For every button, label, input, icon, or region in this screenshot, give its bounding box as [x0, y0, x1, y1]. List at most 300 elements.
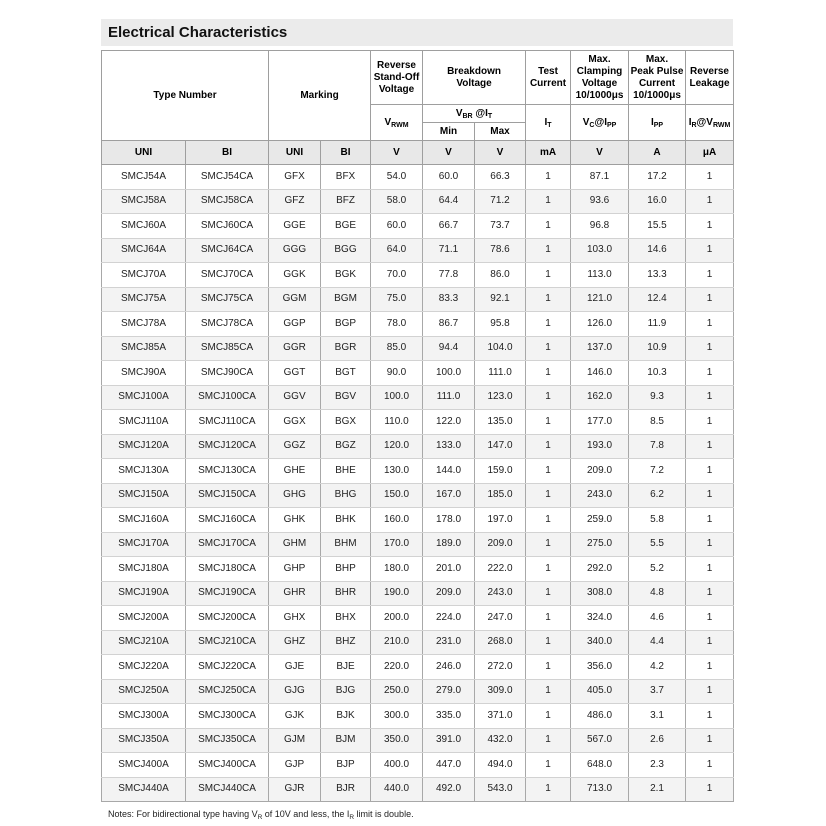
- header-max-clamping-voltage: Max. Clamping Voltage 10/1000μs: [571, 51, 629, 105]
- cell-vrwm: 64.0: [371, 238, 423, 263]
- cell-ir: 1: [686, 459, 734, 484]
- cell-vc: 340.0: [571, 630, 629, 655]
- cell-ipp: 7.2: [629, 459, 686, 484]
- cell-bi: SMCJ130CA: [186, 459, 269, 484]
- cell-it: 1: [526, 410, 571, 435]
- cell-marking-uni: GGT: [269, 361, 321, 386]
- cell-vbr-max: 272.0: [475, 655, 526, 680]
- cell-vbr-max: 111.0: [475, 361, 526, 386]
- cell-marking-uni: GGE: [269, 214, 321, 239]
- subheader-marking-uni: UNI: [269, 141, 321, 165]
- subheader-type-uni: UNI: [102, 141, 186, 165]
- header-max-peak-pulse-current: Max. Peak Pulse Current 10/1000μs: [629, 51, 686, 105]
- cell-vrwm: 130.0: [371, 459, 423, 484]
- header-max: Max: [475, 123, 526, 141]
- cell-marking-uni: GGK: [269, 263, 321, 288]
- cell-vrwm: 350.0: [371, 728, 423, 753]
- cell-it: 1: [526, 728, 571, 753]
- cell-vrwm: 180.0: [371, 557, 423, 582]
- cell-marking-bi: BJE: [321, 655, 371, 680]
- table-row: [102, 753, 734, 778]
- header-test-current: Test Current: [526, 51, 571, 105]
- cell-marking-uni: GFZ: [269, 189, 321, 214]
- cell-uni: SMCJ210A: [102, 630, 186, 655]
- cell-bi: SMCJ75CA: [186, 287, 269, 312]
- cell-vbr-max: 135.0: [475, 410, 526, 435]
- cell-ipp: 5.2: [629, 557, 686, 582]
- table-row: [102, 459, 734, 484]
- cell-marking-bi: BGP: [321, 312, 371, 337]
- cell-it: 1: [526, 557, 571, 582]
- cell-vc: 486.0: [571, 704, 629, 729]
- cell-ipp: 4.6: [629, 606, 686, 631]
- header-symbol-ipp: [629, 105, 686, 141]
- header-min: Min: [423, 123, 475, 141]
- cell-ir: 1: [686, 532, 734, 557]
- cell-bi: SMCJ54CA: [186, 165, 269, 190]
- cell-ir: 1: [686, 410, 734, 435]
- header-reverse-standoff-voltage: Reverse Stand-Off Voltage: [371, 51, 423, 105]
- cell-it: 1: [526, 532, 571, 557]
- cell-bi: SMCJ90CA: [186, 361, 269, 386]
- cell-it: 1: [526, 165, 571, 190]
- cell-it: 1: [526, 263, 571, 288]
- cell-marking-uni: GHP: [269, 557, 321, 582]
- cell-uni: SMCJ300A: [102, 704, 186, 729]
- cell-vrwm: 190.0: [371, 581, 423, 606]
- cell-uni: SMCJ180A: [102, 557, 186, 582]
- cell-vc: 146.0: [571, 361, 629, 386]
- cell-it: 1: [526, 777, 571, 802]
- table-row: [102, 728, 734, 753]
- cell-vc: 126.0: [571, 312, 629, 337]
- cell-uni: SMCJ110A: [102, 410, 186, 435]
- cell-vrwm: 60.0: [371, 214, 423, 239]
- footnote-text: limit is double.: [354, 809, 414, 819]
- cell-ipp: 7.8: [629, 434, 686, 459]
- cell-ipp: 5.8: [629, 508, 686, 533]
- header-type-number: Type Number: [102, 51, 269, 141]
- table-row: [102, 777, 734, 802]
- cell-vrwm: 54.0: [371, 165, 423, 190]
- cell-vbr-min: 189.0: [423, 532, 475, 557]
- cell-ipp: 4.2: [629, 655, 686, 680]
- cell-marking-bi: BHZ: [321, 630, 371, 655]
- cell-vbr-min: 83.3: [423, 287, 475, 312]
- symbol-subscript: T: [547, 121, 552, 129]
- cell-it: 1: [526, 679, 571, 704]
- cell-vbr-min: 224.0: [423, 606, 475, 631]
- cell-vrwm: 300.0: [371, 704, 423, 729]
- cell-marking-uni: GJG: [269, 679, 321, 704]
- cell-vrwm: 78.0: [371, 312, 423, 337]
- cell-vc: 308.0: [571, 581, 629, 606]
- cell-it: 1: [526, 459, 571, 484]
- cell-vrwm: 58.0: [371, 189, 423, 214]
- cell-marking-uni: GHZ: [269, 630, 321, 655]
- cell-vbr-min: 178.0: [423, 508, 475, 533]
- cell-ir: 1: [686, 704, 734, 729]
- cell-vc: 87.1: [571, 165, 629, 190]
- cell-ipp: 10.9: [629, 336, 686, 361]
- table-row: [102, 679, 734, 704]
- cell-uni: SMCJ64A: [102, 238, 186, 263]
- unit-vbr-min: V: [423, 141, 475, 165]
- cell-ipp: 15.5: [629, 214, 686, 239]
- cell-vbr-max: 494.0: [475, 753, 526, 778]
- cell-uni: SMCJ75A: [102, 287, 186, 312]
- cell-ipp: 5.5: [629, 532, 686, 557]
- footnote-text: of 10V and less, the I: [262, 809, 350, 819]
- cell-bi: SMCJ85CA: [186, 336, 269, 361]
- cell-vrwm: 100.0: [371, 385, 423, 410]
- cell-ir: 1: [686, 557, 734, 582]
- cell-vbr-min: 209.0: [423, 581, 475, 606]
- cell-marking-bi: BGX: [321, 410, 371, 435]
- cell-vc: 405.0: [571, 679, 629, 704]
- cell-ipp: 6.2: [629, 483, 686, 508]
- cell-marking-uni: GHM: [269, 532, 321, 557]
- cell-vbr-max: 147.0: [475, 434, 526, 459]
- header-row-units: [102, 141, 734, 165]
- table-header: [102, 51, 734, 165]
- cell-it: 1: [526, 361, 571, 386]
- cell-it: 1: [526, 287, 571, 312]
- cell-marking-uni: GHG: [269, 483, 321, 508]
- footnote-text: Notes: For bidirectional type having V: [108, 809, 258, 819]
- table-row: [102, 312, 734, 337]
- cell-ipp: 10.3: [629, 361, 686, 386]
- cell-ir: 1: [686, 189, 734, 214]
- cell-uni: SMCJ200A: [102, 606, 186, 631]
- cell-marking-uni: GGX: [269, 410, 321, 435]
- cell-marking-uni: GHE: [269, 459, 321, 484]
- cell-vrwm: 85.0: [371, 336, 423, 361]
- cell-bi: SMCJ170CA: [186, 532, 269, 557]
- cell-ir: 1: [686, 630, 734, 655]
- cell-vc: 137.0: [571, 336, 629, 361]
- cell-marking-bi: BHX: [321, 606, 371, 631]
- cell-vbr-max: 371.0: [475, 704, 526, 729]
- cell-marking-bi: BHR: [321, 581, 371, 606]
- cell-vc: 324.0: [571, 606, 629, 631]
- header-reverse-leakage: Reverse Leakage: [686, 51, 734, 105]
- cell-vbr-max: 71.2: [475, 189, 526, 214]
- cell-vc: 209.0: [571, 459, 629, 484]
- header-marking: Marking: [269, 51, 371, 141]
- cell-marking-bi: BHP: [321, 557, 371, 582]
- symbol-subscript: T: [487, 112, 493, 120]
- cell-ir: 1: [686, 312, 734, 337]
- cell-vc: 259.0: [571, 508, 629, 533]
- cell-vbr-min: 66.7: [423, 214, 475, 239]
- cell-bi: SMCJ180CA: [186, 557, 269, 582]
- symbol-condition: @I: [472, 107, 488, 119]
- cell-bi: SMCJ220CA: [186, 655, 269, 680]
- unit-ir: μA: [686, 141, 734, 165]
- cell-marking-bi: BGT: [321, 361, 371, 386]
- cell-vc: 93.6: [571, 189, 629, 214]
- cell-uni: SMCJ58A: [102, 189, 186, 214]
- cell-uni: SMCJ400A: [102, 753, 186, 778]
- cell-it: 1: [526, 508, 571, 533]
- cell-bi: SMCJ250CA: [186, 679, 269, 704]
- cell-uni: SMCJ160A: [102, 508, 186, 533]
- cell-vbr-max: 73.7: [475, 214, 526, 239]
- cell-bi: SMCJ200CA: [186, 606, 269, 631]
- cell-vrwm: 120.0: [371, 434, 423, 459]
- cell-ipp: 3.7: [629, 679, 686, 704]
- cell-marking-bi: BFZ: [321, 189, 371, 214]
- table-row: [102, 630, 734, 655]
- cell-vbr-max: 209.0: [475, 532, 526, 557]
- unit-ipp: A: [629, 141, 686, 165]
- cell-it: 1: [526, 704, 571, 729]
- cell-ir: 1: [686, 777, 734, 802]
- cell-ipp: 2.1: [629, 777, 686, 802]
- symbol-base: I: [544, 116, 548, 128]
- header-symbol-vrwm: [371, 105, 423, 141]
- symbol-base: I: [650, 116, 654, 128]
- cell-vbr-max: 159.0: [475, 459, 526, 484]
- cell-ipp: 4.8: [629, 581, 686, 606]
- cell-vbr-min: 64.4: [423, 189, 475, 214]
- cell-uni: SMCJ150A: [102, 483, 186, 508]
- cell-bi: SMCJ120CA: [186, 434, 269, 459]
- cell-vrwm: 75.0: [371, 287, 423, 312]
- section-title-band: [101, 19, 733, 46]
- cell-vbr-min: 77.8: [423, 263, 475, 288]
- cell-vbr-min: 231.0: [423, 630, 475, 655]
- cell-ir: 1: [686, 655, 734, 680]
- cell-vbr-min: 111.0: [423, 385, 475, 410]
- cell-vbr-min: 447.0: [423, 753, 475, 778]
- cell-vbr-max: 185.0: [475, 483, 526, 508]
- cell-it: 1: [526, 336, 571, 361]
- table-row: [102, 238, 734, 263]
- cell-marking-uni: GFX: [269, 165, 321, 190]
- symbol-subscript: RWM: [712, 121, 731, 129]
- cell-ir: 1: [686, 336, 734, 361]
- cell-vbr-min: 144.0: [423, 459, 475, 484]
- cell-uni: SMCJ190A: [102, 581, 186, 606]
- cell-ir: 1: [686, 361, 734, 386]
- footnote-subscript: R: [349, 814, 355, 821]
- cell-marking-bi: BGR: [321, 336, 371, 361]
- symbol-condition: @I: [594, 116, 607, 128]
- header-breakdown-voltage: Breakdown Voltage: [423, 51, 526, 105]
- cell-ir: 1: [686, 753, 734, 778]
- cell-marking-uni: GHK: [269, 508, 321, 533]
- cell-uni: SMCJ220A: [102, 655, 186, 680]
- cell-ipp: 12.4: [629, 287, 686, 312]
- cell-marking-bi: BJR: [321, 777, 371, 802]
- table-row: [102, 361, 734, 386]
- cell-vbr-max: 66.3: [475, 165, 526, 190]
- header-symbol-vbr-at-it: [423, 105, 526, 123]
- cell-bi: SMCJ60CA: [186, 214, 269, 239]
- cell-vrwm: 220.0: [371, 655, 423, 680]
- table-row: [102, 263, 734, 288]
- cell-marking-bi: BFX: [321, 165, 371, 190]
- cell-it: 1: [526, 214, 571, 239]
- cell-marking-uni: GGM: [269, 287, 321, 312]
- electrical-characteristics-table: [101, 50, 734, 802]
- cell-vbr-max: 95.8: [475, 312, 526, 337]
- cell-uni: SMCJ85A: [102, 336, 186, 361]
- cell-vc: 162.0: [571, 385, 629, 410]
- cell-marking-bi: BGG: [321, 238, 371, 263]
- cell-it: 1: [526, 385, 571, 410]
- table-row: [102, 704, 734, 729]
- symbol-base: V: [384, 116, 392, 128]
- cell-marking-uni: GGV: [269, 385, 321, 410]
- cell-vc: 713.0: [571, 777, 629, 802]
- symbol-base: V: [582, 116, 590, 128]
- cell-ir: 1: [686, 606, 734, 631]
- cell-vbr-min: 492.0: [423, 777, 475, 802]
- cell-bi: SMCJ210CA: [186, 630, 269, 655]
- cell-vc: 275.0: [571, 532, 629, 557]
- cell-vrwm: 250.0: [371, 679, 423, 704]
- footnote: [108, 809, 414, 820]
- cell-marking-bi: BGK: [321, 263, 371, 288]
- cell-ir: 1: [686, 165, 734, 190]
- cell-vbr-max: 92.1: [475, 287, 526, 312]
- cell-vbr-min: 60.0: [423, 165, 475, 190]
- cell-marking-bi: BJM: [321, 728, 371, 753]
- header-symbol-it: [526, 105, 571, 141]
- cell-uni: SMCJ100A: [102, 385, 186, 410]
- section-title: Electrical Characteristics: [108, 24, 288, 41]
- cell-vc: 193.0: [571, 434, 629, 459]
- table-body: [102, 165, 734, 802]
- cell-bi: SMCJ190CA: [186, 581, 269, 606]
- cell-marking-bi: BJP: [321, 753, 371, 778]
- cell-marking-uni: GJM: [269, 728, 321, 753]
- cell-bi: SMCJ400CA: [186, 753, 269, 778]
- cell-vrwm: 110.0: [371, 410, 423, 435]
- symbol-condition: @V: [696, 116, 713, 128]
- cell-vrwm: 90.0: [371, 361, 423, 386]
- table-row: [102, 434, 734, 459]
- cell-vbr-max: 247.0: [475, 606, 526, 631]
- cell-ir: 1: [686, 214, 734, 239]
- cell-vrwm: 170.0: [371, 532, 423, 557]
- cell-it: 1: [526, 655, 571, 680]
- cell-bi: SMCJ70CA: [186, 263, 269, 288]
- table-row: [102, 410, 734, 435]
- cell-marking-uni: GJE: [269, 655, 321, 680]
- cell-it: 1: [526, 189, 571, 214]
- footnote-subscript: R: [257, 814, 263, 821]
- cell-marking-uni: GGR: [269, 336, 321, 361]
- cell-vbr-max: 78.6: [475, 238, 526, 263]
- cell-vc: 113.0: [571, 263, 629, 288]
- header-symbol-ir-at-vrwm: [686, 105, 734, 141]
- cell-ir: 1: [686, 238, 734, 263]
- cell-bi: SMCJ350CA: [186, 728, 269, 753]
- cell-ir: 1: [686, 263, 734, 288]
- cell-marking-uni: GGZ: [269, 434, 321, 459]
- cell-ir: 1: [686, 508, 734, 533]
- table-row: [102, 287, 734, 312]
- cell-ir: 1: [686, 287, 734, 312]
- cell-vbr-min: 94.4: [423, 336, 475, 361]
- cell-ipp: 4.4: [629, 630, 686, 655]
- cell-vbr-min: 335.0: [423, 704, 475, 729]
- cell-it: 1: [526, 483, 571, 508]
- cell-vbr-max: 309.0: [475, 679, 526, 704]
- cell-marking-bi: BGZ: [321, 434, 371, 459]
- cell-vbr-max: 543.0: [475, 777, 526, 802]
- symbol-subscript: RWM: [391, 121, 409, 129]
- cell-marking-bi: BHG: [321, 483, 371, 508]
- cell-vc: 567.0: [571, 728, 629, 753]
- table-row: [102, 165, 734, 190]
- symbol-subscript: C: [589, 121, 595, 129]
- cell-uni: SMCJ78A: [102, 312, 186, 337]
- cell-ir: 1: [686, 434, 734, 459]
- cell-vbr-min: 167.0: [423, 483, 475, 508]
- cell-vc: 96.8: [571, 214, 629, 239]
- cell-ipp: 2.3: [629, 753, 686, 778]
- cell-ipp: 17.2: [629, 165, 686, 190]
- cell-vbr-min: 71.1: [423, 238, 475, 263]
- cell-vbr-max: 104.0: [475, 336, 526, 361]
- symbol-subscript: BR: [462, 112, 473, 120]
- unit-it: mA: [526, 141, 571, 165]
- cell-ipp: 9.3: [629, 385, 686, 410]
- cell-bi: SMCJ100CA: [186, 385, 269, 410]
- cell-vbr-max: 432.0: [475, 728, 526, 753]
- subheader-marking-bi: BI: [321, 141, 371, 165]
- cell-ir: 1: [686, 679, 734, 704]
- symbol-subscript: PP: [606, 121, 617, 129]
- cell-marking-bi: BGE: [321, 214, 371, 239]
- cell-uni: SMCJ130A: [102, 459, 186, 484]
- cell-bi: SMCJ64CA: [186, 238, 269, 263]
- cell-vbr-min: 391.0: [423, 728, 475, 753]
- cell-marking-uni: GGP: [269, 312, 321, 337]
- cell-it: 1: [526, 581, 571, 606]
- cell-vbr-max: 222.0: [475, 557, 526, 582]
- cell-ipp: 8.5: [629, 410, 686, 435]
- table-row: [102, 189, 734, 214]
- cell-uni: SMCJ250A: [102, 679, 186, 704]
- cell-ipp: 2.6: [629, 728, 686, 753]
- table-row: [102, 483, 734, 508]
- table-row: [102, 214, 734, 239]
- cell-vrwm: 440.0: [371, 777, 423, 802]
- cell-marking-uni: GGG: [269, 238, 321, 263]
- cell-uni: SMCJ170A: [102, 532, 186, 557]
- cell-marking-bi: BJG: [321, 679, 371, 704]
- cell-vbr-min: 279.0: [423, 679, 475, 704]
- cell-bi: SMCJ440CA: [186, 777, 269, 802]
- cell-uni: SMCJ70A: [102, 263, 186, 288]
- cell-vrwm: 200.0: [371, 606, 423, 631]
- cell-ipp: 3.1: [629, 704, 686, 729]
- cell-marking-uni: GJR: [269, 777, 321, 802]
- cell-uni: SMCJ440A: [102, 777, 186, 802]
- table-row: [102, 532, 734, 557]
- cell-it: 1: [526, 753, 571, 778]
- cell-bi: SMCJ110CA: [186, 410, 269, 435]
- cell-uni: SMCJ350A: [102, 728, 186, 753]
- cell-bi: SMCJ150CA: [186, 483, 269, 508]
- cell-it: 1: [526, 434, 571, 459]
